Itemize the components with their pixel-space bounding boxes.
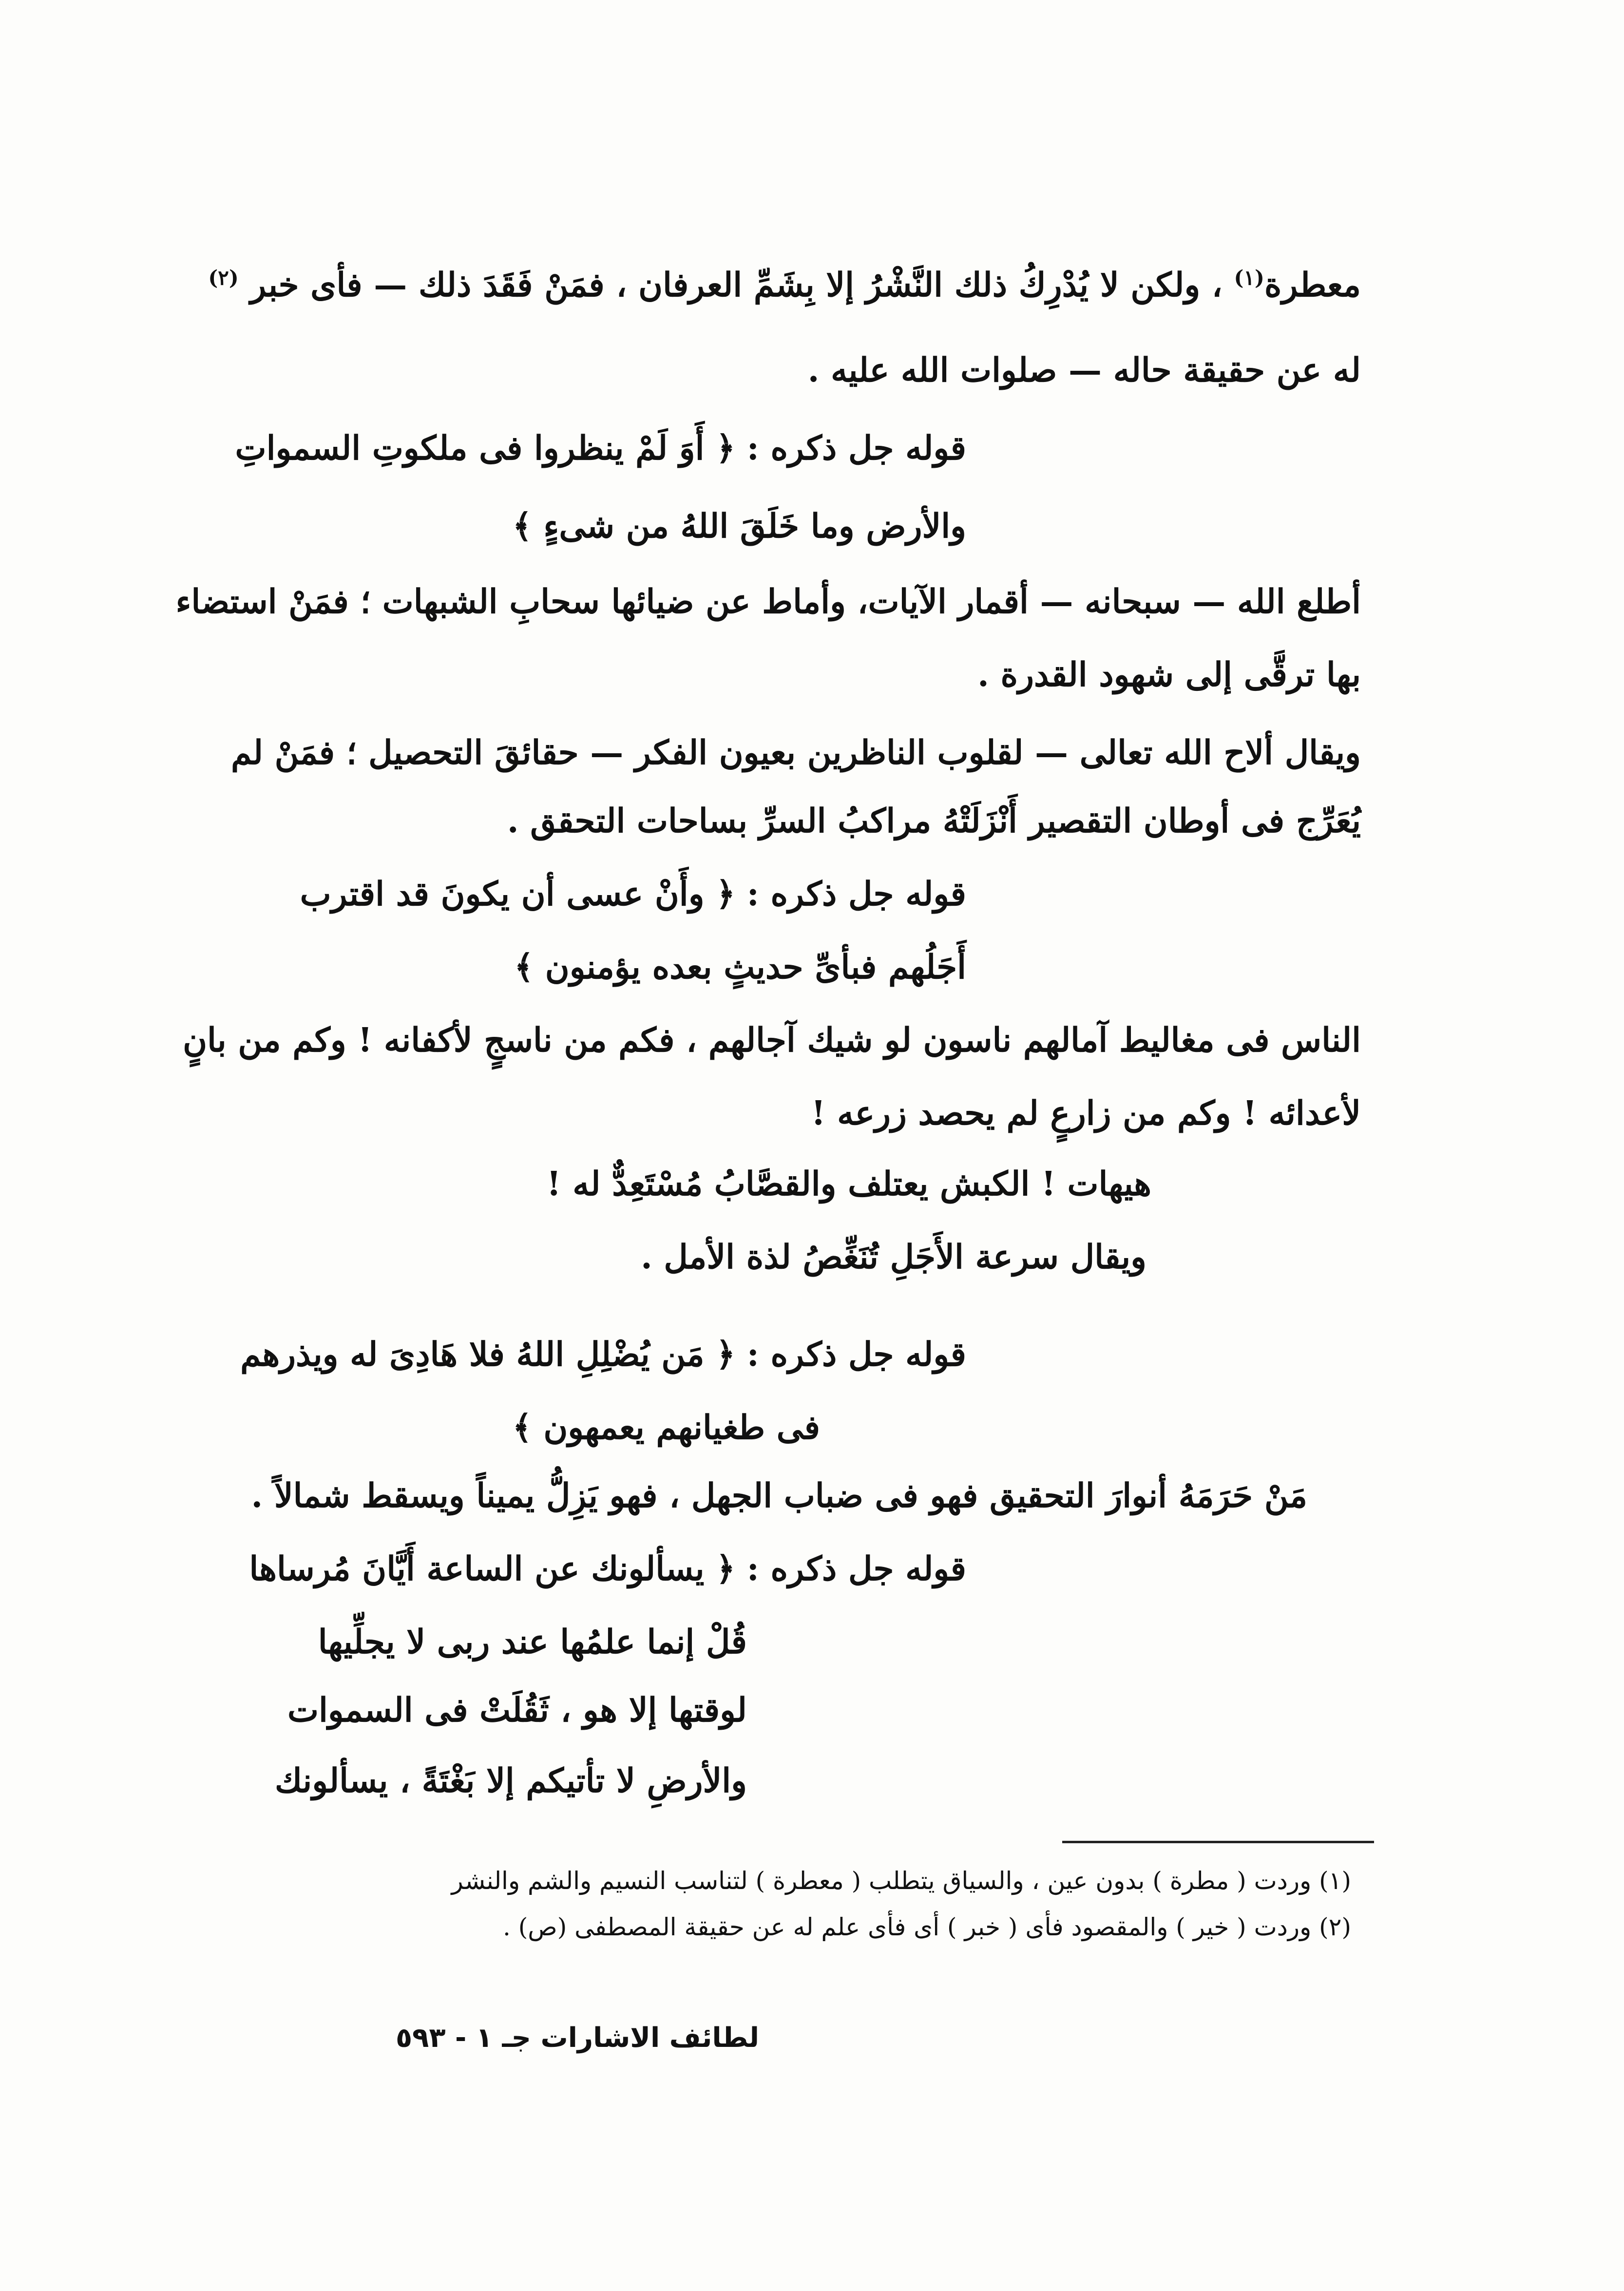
text-line: ويقال سرعة الأَجَلِ تُنَغِّصُ لذة الأمل .	[641, 1238, 1146, 1277]
text-segment-rest: ، ولكن لا يُدْرِكُ ذلك النَّشْرُ إلا بِشَمِّ العرفان ، فمَنْ فَقَدَ ذلك — فأى خبر	[250, 266, 1223, 305]
verse-line: فى طغيانهم يعمهون ﴾	[512, 1408, 820, 1447]
verse-heading: قوله جل ذكره : ﴿ أَوَ لَمْ ينظروا فى ملكوتِ السمواتِ	[235, 429, 966, 468]
verse-line: والأرض وما خَلَقَ اللهُ من شىءٍ ﴾	[512, 507, 966, 546]
text-line: أطلع الله — سبحانه — أقمار الآيات، وأماط عن ضيائها سحابِ الشبهات ؛ فمَنْ استضاء	[175, 582, 1361, 621]
text-line: هيهات ! الكبش يعتلف والقصَّابُ مُسْتَعِدٌّ له !	[546, 1165, 1151, 1203]
verse-heading: قوله جل ذكره : ﴿ مَن يُضْلِلِ اللهُ فلا هَادِىَ له ويذرهم	[240, 1335, 966, 1374]
footnote-ref-2: (٢)	[208, 266, 239, 290]
verse-heading: قوله جل ذكره : ﴿ وأَنْ عسى أن يكونَ قد اقترب	[300, 875, 966, 914]
verse-line: لوقتها إلا هو ، ثَقُلَتْ فى السموات	[287, 1691, 747, 1730]
footnote-separator	[1062, 1841, 1374, 1843]
text-line: لأعدائه ! وكم من زارعٍ لم يحصد زرعه !	[811, 1094, 1361, 1133]
text-line: بها ترقَّى إلى شهود القدرة .	[977, 655, 1361, 694]
text-line: الناس فى مغاليط آمالهم ناسون لو شيك آجالهم ، فكم من ناسجٍ لأكفانه ! وكم من بانٍ	[183, 1021, 1361, 1060]
page-footer: لطائف الاشارات جـ ١ - ٥٩٣	[396, 2022, 759, 2054]
text-line: ويقال ألاح الله تعالى — لقلوب الناظرين بعيون الفكر — حقائقَ التحصيل ؛ فمَنْ لم	[230, 733, 1361, 772]
footnote-ref-1: (١)	[1234, 266, 1264, 290]
verse-line: والأرضِ لا تأتيكم إلا بَغْتَةً ، يسألونك	[275, 1761, 747, 1800]
text-line: مَنْ حَرَمَهُ أنوارَ التحقيق فهو فى ضباب الجهل ، فهو يَزِلُّ يميناً ويسقط شمالاً .	[251, 1476, 1307, 1515]
text-segment-start: معطرة	[1264, 266, 1361, 305]
footnote-1: (١) وردت ( مطرة ) بدون عين ، والسياق يتطلب ( معطرة ) لتناسب النسيم والشم والنشر	[451, 1867, 1351, 1895]
verse-line: أَجَلُهم فبأىِّ حديثٍ بعده يؤمنون ﴾	[514, 948, 966, 987]
verse-line: قُلْ إنما علمُها عند ربى لا يجلِّيها	[318, 1623, 747, 1661]
text-line-1	[208, 266, 1361, 305]
footnote-2: (٢) وردت ( خير ) والمقصود فأى ( خبر ) أى فأى علم له عن حقيقة المصطفى (ص) .	[502, 1913, 1351, 1941]
text-line: يُعَرِّج فى أوطان التقصير أَنْزَلَتْهُ مراكبُ السرِّ بساحات التحقق .	[507, 802, 1361, 840]
verse-heading: قوله جل ذكره : ﴿ يسألونك عن الساعة أَيَّانَ مُرساها	[249, 1549, 966, 1588]
text-line: له عن حقيقة حاله — صلوات الله عليه .	[807, 351, 1361, 390]
